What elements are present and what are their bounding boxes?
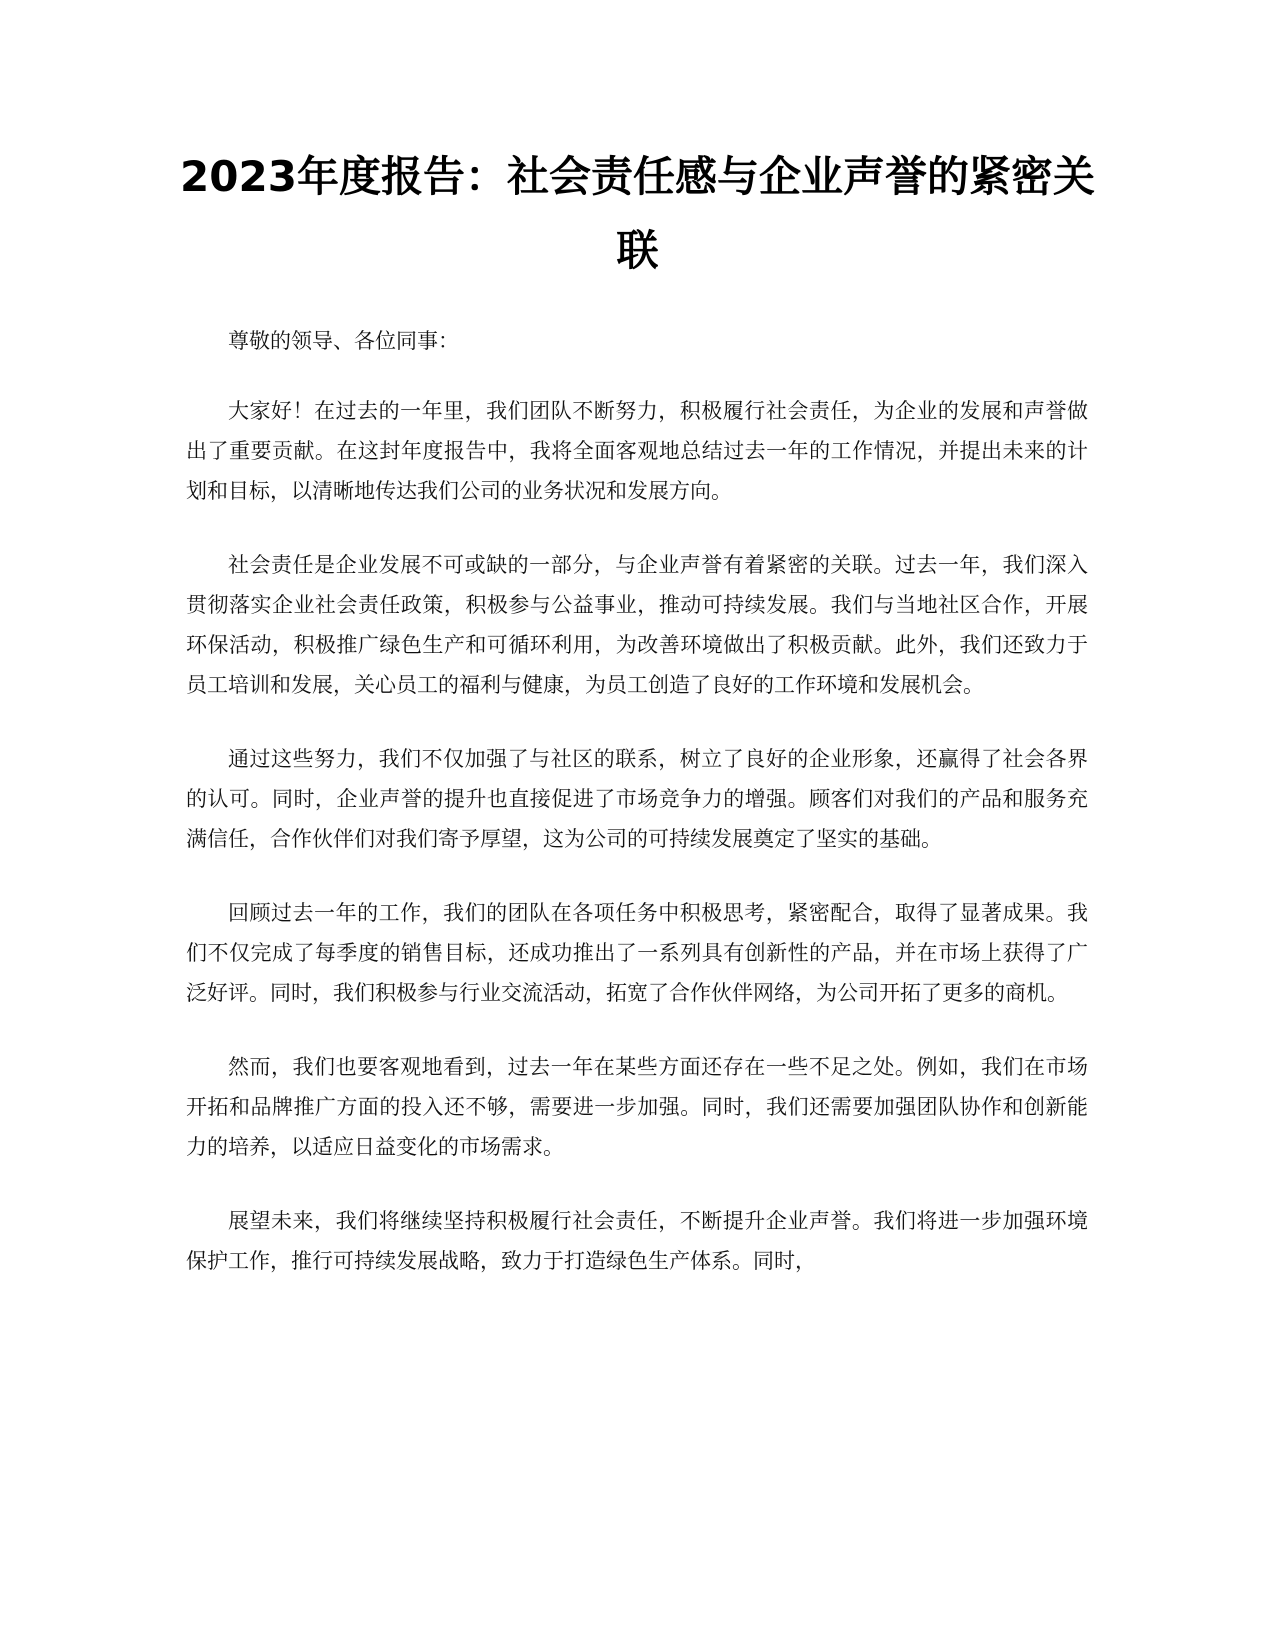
paragraph-3: 通过这些努力，我们不仅加强了与社区的联系，树立了良好的企业形象，还赢得了社会各界的认可。同时，企业声誉的提升也直接促进了市场竞争力的增强。顾客们对我们的产品和服务充满信任，合作伙伴们对我们寄予厚望，这为公司的可持续发展奠定了坚实的基础。 bbox=[186, 747, 1088, 851]
document-title: 2023年度报告：社会责任感与企业声誉的紧密关联 bbox=[180, 152, 1095, 275]
document-body bbox=[186, 323, 1088, 1315]
salutation: 尊敬的领导、各位同事： bbox=[228, 329, 459, 353]
paragraph-1: 大家好！在过去的一年里，我们团队不断努力，积极履行社会责任，为企业的发展和声誉做出了重要贡献。在这封年度报告中，我将全面客观地总结过去一年的工作情况，并提出未来的计划和目标，以清晰地传达我们公司的业务状况和发展方向。 bbox=[186, 399, 1088, 503]
paragraph-6: 展望未来，我们将继续坚持积极履行社会责任，不断提升企业声誉。我们将进一步加强环境保护工作，推行可持续发展战略，致力于打造绿色生产体系。同时， bbox=[186, 1209, 1088, 1273]
paragraph-2: 社会责任是企业发展不可或缺的一部分，与企业声誉有着紧密的关联。过去一年，我们深入贯彻落实企业社会责任政策，积极参与公益事业，推动可持续发展。我们与当地社区合作，开展环保活动，积极推广绿色生产和可循环利用，为改善环境做出了积极贡献。此外，我们还致力于员工培训和发展，关心员工的福利与健康，为员工创造了良好的工作环境和发展机会。 bbox=[186, 553, 1088, 697]
paragraph-4: 回顾过去一年的工作，我们的团队在各项任务中积极思考，紧密配合，取得了显著成果。我们不仅完成了每季度的销售目标，还成功推出了一系列具有创新性的产品，并在市场上获得了广泛好评。同时，我们积极参与行业交流活动，拓宽了合作伙伴网络，为公司开拓了更多的商机。 bbox=[186, 901, 1088, 1005]
paragraph-5: 然而，我们也要客观地看到，过去一年在某些方面还存在一些不足之处。例如，我们在市场开拓和品牌推广方面的投入还不够，需要进一步加强。同时，我们还需要加强团队协作和创新能力的培养，以适应日益变化的市场需求。 bbox=[186, 1055, 1088, 1159]
